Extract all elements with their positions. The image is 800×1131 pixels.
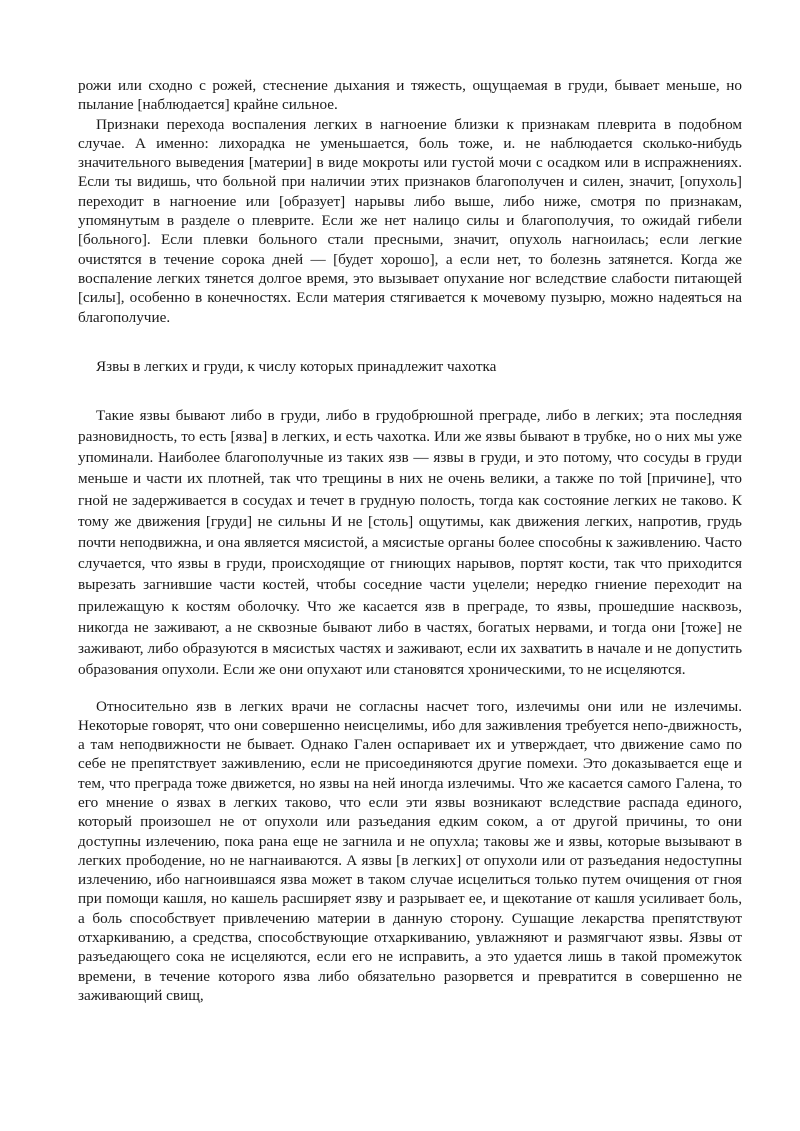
paragraph-pneumonia-suppuration: Признаки перехода воспаления легких в нагноение близки к признакам плеврита в подобном случае. А именно: лихорадка не уменьшается, боль тоже, и. не наблюдается сколько-нибудь значительного выведения [материи] в виде мокроты или густой мочи с осадком или в испражнениях. Если ты видишь, что больной при наличии этих признаков благополучен и силен, значит, [опухоль] переходит в нагноение или [образует] нарывы либо выше, либо ниже, смотря по признакам, упомянутым в разделе о плеврите. Если же нет налицо силы и благополучия, то ожидай гибели [больного]. Если плевки больного стали пресными, значит, опухоль нагноилась; если легкие очистятся в течение сорока дней — [будет хорошо], а если нет, то болезнь затянется. Когда же воспаление легких тянется долгое время, это вызывает опухание ног вследствие слабости питающей [силы], особенно в конечностях. Если материя стягивается к мочевому пузырю, можно надеяться на благополучие.	[78, 115, 742, 326]
paragraph-lung-ulcers: Относительно язв в легких врачи не согласны насчет того, излечимы они или не излечимы. Некоторые говорят, что они совершенно неисцелимы, ибо для заживления требуется непо-движность, а там неподвижности не бывает. Однако Гален оспаривает их и утверждает, что движение само по себе не препятствует заживлению, если не присоединяются другие помехи. Это доказывается еще и тем, что преграда тоже движется, но язвы на ней иногда излечимы. Что же касается самого Галена, то его мнение о язвах в легких таково, что если эти язвы возникают вследствие распада единого, который произошел не от опухоли или разъедания едким соком, а от другой причины, то они доступны излечению, пока рана еще не загнила и не опухла; таковы же и язвы, которые вызывают в легких прободение, но не нагнаиваются. А язвы [в легких] от опухоли или от разъедания недоступны излечению, ибо нагноившаяся язва может в таком случае исцелиться только путем очищения от гноя при помощи кашля, но кашель расширяет язву и разрывает ее, и щекотание от кашля усиливает боль, а боль способствует привлечению материи в данную сторону. Сушащие лекарства препятствуют отхаркиванию, а средства, способствующие отхаркиванию, увлажняют и размягчают язвы. Язвы от разъедающего сока не исцеляются, если его не исправить, а это удается лишь в такой промежуток времени, в течение которого язва либо обязательно разорвется и превратится в совершенно не заживающий свищ,	[78, 697, 742, 1004]
section-heading: Язвы в легких и груди, к числу которых принадлежит чахотка	[96, 357, 497, 375]
paragraph-ulcer-types: Такие язвы бывают либо в груди, либо в грудобрюшной преграде, либо в легких; эта последняя разновидность, то есть [язва] в легких, и есть чахотка. Или же язвы бывают в трубке, но о них мы уже упоминали. Наиболее благополучные из таких язв — язвы в груди, и это потому, что сосуды в груди меньше и части их плотней, так что трещины в них не очень велики, а также по той [причине], что гной не задерживается в сосудах и течет в грудную полость, тогда как состояние легких не таково. К тому же движения [груди] не сильны И не [столь] ощутимы, как движения легких, напротив, грудь почти неподвижна, и она является мясистой, а мясистые органы более способны к заживлению. Часто случается, что язвы в груди, происходящие от гниющих нарывов, портят кости, так что приходится вырезать загнившие части костей, чтобы соседние части уцелели; нередко гниение переходит на прилежащую к костям оболочку. Что же касается язв в преграде, то язвы, прошедшие насквозь, никогда не заживают, а не сквозные бывают либо в частях, богатых нервами, и тогда они [тоже] не заживают, либо образуются в мясистых частях и заживают, если их захватить в начале и не допустить образования опухоли. Если же они опухают или становятся хроническими, то не исцеляются.	[78, 406, 742, 679]
paragraph-continued: рожи или сходно с рожей, стеснение дыхания и тяжесть, ощущаемая в груди, бывает меньше, но пылание [наблюдается] крайне сильное.	[78, 77, 742, 114]
document-page	[78, 76, 742, 1005]
